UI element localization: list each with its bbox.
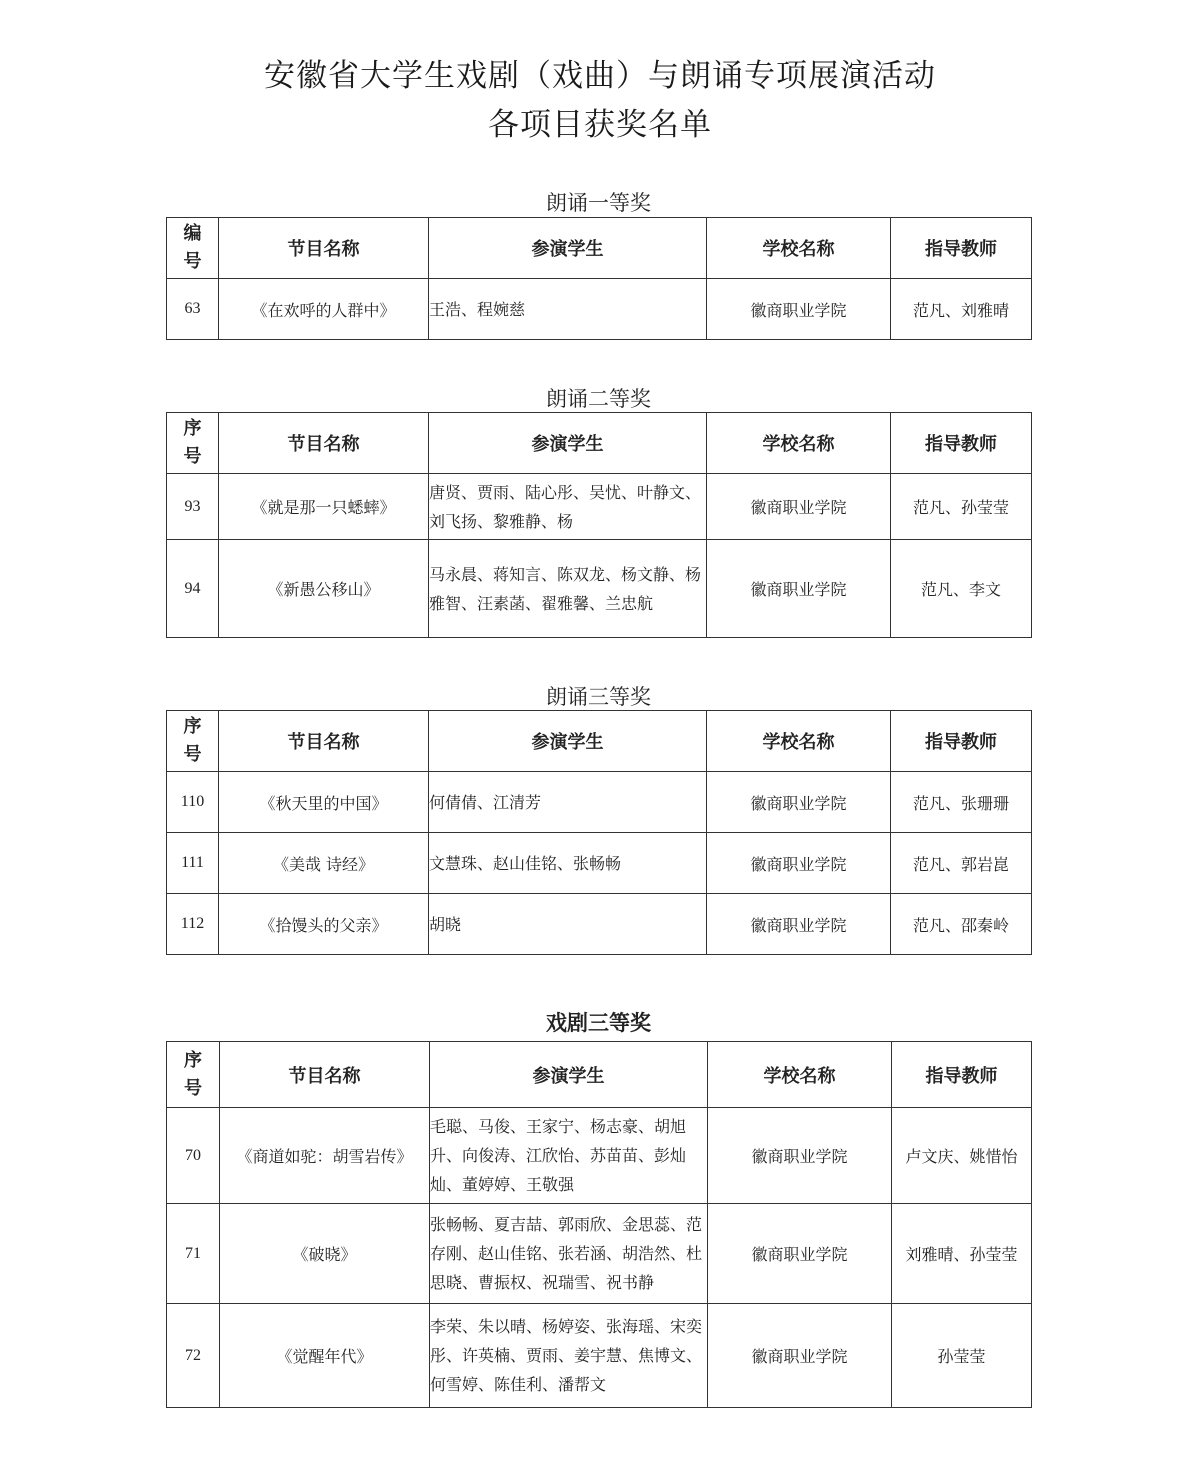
header-number: 序号 xyxy=(167,711,219,772)
school-name: 徽商职业学院 xyxy=(708,1204,892,1304)
header-program: 节目名称 xyxy=(220,1042,430,1108)
entry-number: 110 xyxy=(167,772,219,833)
table-row xyxy=(167,1304,1032,1408)
entry-number: 71 xyxy=(167,1204,220,1304)
header-students: 参演学生 xyxy=(429,413,707,474)
document-title: 安徽省大学生戏剧（戏曲）与朗诵专项展演活动 xyxy=(264,58,936,94)
award-table-recitation-second xyxy=(166,412,1032,638)
entry-number: 63 xyxy=(167,279,219,340)
header-school: 学校名称 xyxy=(708,1042,892,1108)
award-table-recitation-first xyxy=(166,217,1032,340)
student-list: 胡晓 xyxy=(429,894,707,955)
student-list: 王浩、程婉慈 xyxy=(429,279,707,340)
header-students: 参演学生 xyxy=(429,218,707,279)
student-list-text: 唐贤、贾雨、陆心彤、吴忧、叶静文、刘飞扬、黎雅静、杨 xyxy=(429,482,702,531)
instructor-names: 刘雅晴、孙莹莹 xyxy=(892,1204,1032,1304)
table-row xyxy=(167,279,1032,340)
table-header-row xyxy=(167,711,1032,772)
section-heading-drama-third: 戏剧三等奖 xyxy=(546,1011,651,1035)
instructor-names: 孙莹莹 xyxy=(892,1304,1032,1408)
section-heading-recitation-first: 朗诵一等奖 xyxy=(546,191,651,215)
instructor-names: 卢文庆、姚惜怡 xyxy=(892,1108,1032,1204)
program-name: 《在欢呼的人群中》 xyxy=(219,279,429,340)
entry-number: 93 xyxy=(167,474,219,540)
student-list: 毛聪、马俊、王家宁、杨志豪、胡旭升、向俊涛、江欣怡、苏苗苗、彭灿灿、董婷婷、王敬强 xyxy=(430,1108,708,1204)
table-row xyxy=(167,474,1032,540)
program-name: 《拾馒头的父亲》 xyxy=(219,894,429,955)
table-row xyxy=(167,540,1032,638)
school-name: 徽商职业学院 xyxy=(708,1304,892,1408)
instructor-names: 范凡、刘雅晴 xyxy=(891,279,1032,340)
instructor-names: 范凡、孙莹莹 xyxy=(891,474,1032,540)
program-name: 《就是那一只蟋蟀》 xyxy=(219,474,429,540)
student-list: 文慧珠、赵山佳铭、张畅畅 xyxy=(429,833,707,894)
student-list: 李荣、朱以晴、杨婷姿、张海瑶、宋奕彤、许英楠、贾雨、姜宇慧、焦博文、何雪婷、陈佳利、潘帮文 xyxy=(430,1304,708,1408)
header-number: 序号 xyxy=(167,1042,220,1108)
header-teacher: 指导教师 xyxy=(891,218,1032,279)
table-row xyxy=(167,1204,1032,1304)
header-number: 序号 xyxy=(167,413,219,474)
header-teacher: 指导教师 xyxy=(891,413,1032,474)
header-school: 学校名称 xyxy=(707,413,891,474)
award-table-drama-third xyxy=(166,1041,1032,1408)
table-header-row xyxy=(167,218,1032,279)
school-name: 徽商职业学院 xyxy=(707,279,891,340)
program-name: 《新愚公移山》 xyxy=(219,540,429,638)
instructor-names: 范凡、李文 xyxy=(891,540,1032,638)
header-students: 参演学生 xyxy=(429,711,707,772)
table-row xyxy=(167,1108,1032,1204)
document-subtitle: 各项目获奖名单 xyxy=(488,107,712,143)
entry-number: 72 xyxy=(167,1304,220,1408)
school-name: 徽商职业学院 xyxy=(707,894,891,955)
school-name: 徽商职业学院 xyxy=(707,540,891,638)
entry-number: 112 xyxy=(167,894,219,955)
student-list xyxy=(429,474,707,540)
instructor-names: 范凡、张珊珊 xyxy=(891,772,1032,833)
student-list: 张畅畅、夏吉喆、郭雨欣、金思蕊、范存刚、赵山佳铭、张若涵、胡浩然、杜思晓、曹振权、祝瑞雪、祝书静 xyxy=(430,1204,708,1304)
section-heading-recitation-second: 朗诵二等奖 xyxy=(546,387,651,411)
program-name: 《秋天里的中国》 xyxy=(219,772,429,833)
header-program: 节目名称 xyxy=(219,711,429,772)
student-list: 马永晨、蒋知言、陈双龙、杨文静、杨雅智、汪素菡、翟雅馨、兰忠航 xyxy=(429,540,707,638)
header-school: 学校名称 xyxy=(707,711,891,772)
entry-number: 94 xyxy=(167,540,219,638)
school-name: 徽商职业学院 xyxy=(707,474,891,540)
program-name: 《觉醒年代》 xyxy=(220,1304,430,1408)
header-teacher: 指导教师 xyxy=(891,711,1032,772)
entry-number: 111 xyxy=(167,833,219,894)
table-row xyxy=(167,894,1032,955)
header-program: 节目名称 xyxy=(219,413,429,474)
table-header-row xyxy=(167,1042,1032,1108)
instructor-names: 范凡、邵秦岭 xyxy=(891,894,1032,955)
award-table-recitation-third xyxy=(166,710,1032,955)
header-number: 编号 xyxy=(167,218,219,279)
school-name: 徽商职业学院 xyxy=(707,833,891,894)
table-row xyxy=(167,772,1032,833)
table-header-row xyxy=(167,413,1032,474)
section-heading-recitation-third: 朗诵三等奖 xyxy=(546,685,651,709)
header-program: 节目名称 xyxy=(219,218,429,279)
school-name: 徽商职业学院 xyxy=(708,1108,892,1204)
header-school: 学校名称 xyxy=(707,218,891,279)
entry-number: 70 xyxy=(167,1108,220,1204)
header-teacher: 指导教师 xyxy=(892,1042,1032,1108)
school-name: 徽商职业学院 xyxy=(707,772,891,833)
program-name: 《商道如驼：胡雪岩传》 xyxy=(220,1108,430,1204)
header-students: 参演学生 xyxy=(430,1042,708,1108)
program-name: 《美哉 诗经》 xyxy=(219,833,429,894)
student-list: 何倩倩、江清芳 xyxy=(429,772,707,833)
table-row xyxy=(167,833,1032,894)
instructor-names: 范凡、郭岩崑 xyxy=(891,833,1032,894)
program-name: 《破晓》 xyxy=(220,1204,430,1304)
